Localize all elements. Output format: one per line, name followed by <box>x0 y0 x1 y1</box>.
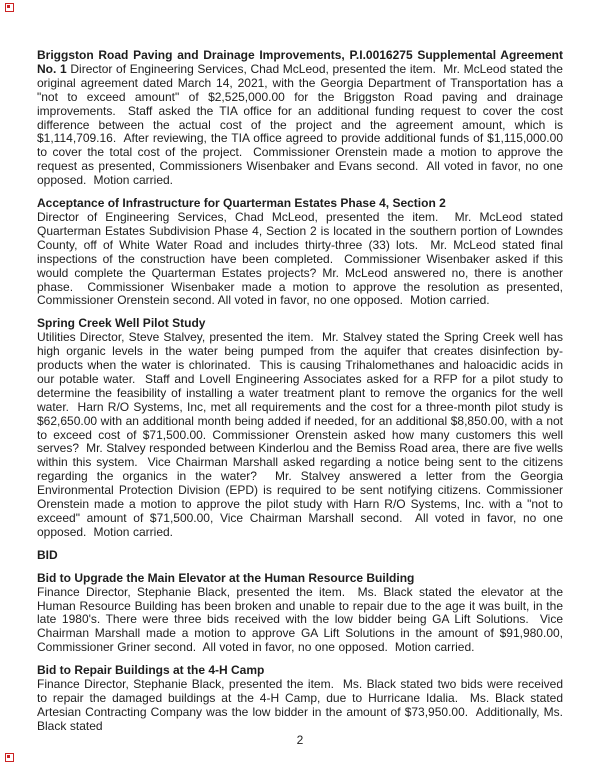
minutes-section-4h-camp-bid <box>37 663 567 734</box>
broken-image-icon <box>5 753 14 762</box>
section-body: Director of Engineering Services, Chad McLeod, presented the item. Mr. McLeod stated the original agreement dated March 14, 2021, with the Georgia Department of Transportation has a "not to exceed amount" of $2,525,000.00 for the Briggston Road paving and drainage improvements. Staff asked the TIA office for an additional funding request to cover the cost difference between the actual cost of the project and the agreement amount, which is $1,114,709.16. After reviewing, the TIA office agreed to provide additional funds of $1,115,000.00 to cover the total cost of the project. Commissioner Orenstein made a motion to approve the request as presented, Commissioners Wisenbaker and Evans second. All voted in favor, no one opposed. Motion carried. <box>37 61 567 188</box>
section-paragraph <box>37 48 567 188</box>
section-heading: Bid to Repair Buildings at the 4-H Camp <box>37 663 265 678</box>
section-heading: BID <box>37 547 58 562</box>
section-body: Director of Engineering Services, Chad McLeod, presented the item. Mr. McLeod stated Quarterman Estates Subdivision Phase 4, Section 2 is located in the southern portion of Lowndes County, off of White Water Road and includes thirty-three (33) lots. Mr. McLeod stated final inspections of the construction have been completed. Commissioner Wisenbaker asked if this would complete the Quarterman Estates projects? Mr. McLeod answered no, there is another phase. Commissioner Wisenbaker made a motion to approve the resolution as presented, Commissioner Orenstein second. All voted in favor, no one opposed. Motion carried. <box>37 209 567 308</box>
minutes-section-bid <box>37 549 563 563</box>
section-heading: Briggston Road Paving and Drainage Improvements, P.I.0016275 Supplemental Agreement No. 1 <box>37 48 567 76</box>
section-heading: Spring Creek Well Pilot Study <box>37 316 206 331</box>
section-body: Utilities Director, Steve Stalvey, presented the item. Mr. Stalvey stated the Spring Creek well has high organic levels in the water being pumped from the aquifer that creates disinfection by-products when the water is chlorinated. This is causing Trihalomethanes and haloacidic acids in our potable water. Staff and Lovell Engineering Associates asked for a RFP for a pilot study to determine the feasibility of installing a water treatment plant to remove the organics for the well water. Harn R/O Systems, Inc, met all requirements and the cost for a three-month pilot study is $62,650.00 with an additional month being added if needed, for an additional $8,850.00, with a not to exceed cost of $71,500.00. Commissioner Orenstein asked how many customers this well serves? Mr. Stalvey responded between Kinderlou and the Bemiss Road area, there are five wells within this system. Vice Chairman Marshall asked regarding a notice being sent to the citizens regarding the organics in the water? Mr. Stalvey answered a letter from the Georgia Environmental Protection Division (EPD) is required to be sent notifying citizens. Commissioner Orenstein made a motion to approve the pilot study with Harn R/O Systems, Inc. with a "not to exceed" amount of $71,500.00, Vice Chairman Marshall second. All voted in favor, no one opposed. Motion carried. <box>37 330 567 539</box>
section-heading: Acceptance of Infrastructure for Quarterman Estates Phase 4, Section 2 <box>37 196 446 211</box>
minutes-section-spring-creek-well <box>37 316 567 540</box>
minutes-section-quarterman-estates <box>37 196 567 308</box>
section-body: Finance Director, Stephanie Black, presented the item. Ms. Black stated the elevator at the Human Resource Building has been broken and unable to repair due to the age it was built, in the late 1980's. There were three bids received with the low bidder being GA Lift Solutions. Vice Chairman Marshall made a motion to approve GA Lift Solutions in the amount of $91,980.00, Commissioner Griner second. All voted in favor, no one opposed. Motion carried. <box>37 584 567 655</box>
section-heading: Bid to Upgrade the Main Elevator at the Human Resource Building <box>37 570 415 585</box>
broken-image-icon <box>5 3 14 12</box>
section-body: Finance Director, Stephanie Black, presented the item. Ms. Black stated two bids were received to repair the damaged buildings at the 4-H Camp, due to Hurricane Idalia. Ms. Black stated Artesian Contracting Company was the low bidder in the amount of $73,950.00. Additionally, Ms. Black stated <box>37 677 567 733</box>
minutes-section-briggston-road <box>37 48 567 188</box>
minutes-section-elevator-bid <box>37 570 567 655</box>
page-number: 2 <box>296 732 304 747</box>
